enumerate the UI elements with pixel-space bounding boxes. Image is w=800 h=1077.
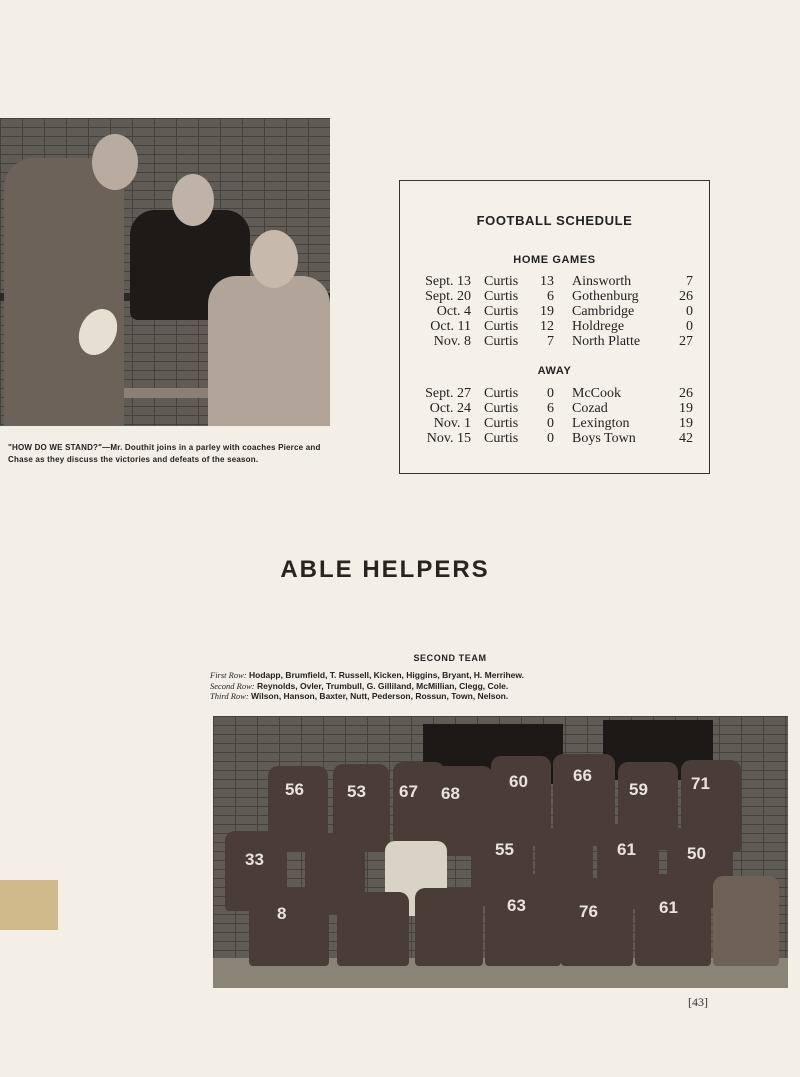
home-team: Curtis <box>484 416 519 431</box>
game-row <box>416 289 698 304</box>
game-date: Nov. 8 <box>433 334 471 349</box>
jersey-number: 68 <box>441 784 460 803</box>
football-schedule-box <box>399 180 710 474</box>
jersey-number: 61 <box>659 898 678 917</box>
jersey-number: 66 <box>573 766 592 785</box>
opponent: Cambridge <box>572 304 635 319</box>
roster-row-names: Wilson, Hanson, Baxter, Nutt, Pederson, Rossun, Town, Nelson. <box>251 691 509 701</box>
jersey-number: 8 <box>277 904 287 923</box>
curtis-score: 6 <box>547 289 554 304</box>
team-photo <box>213 716 788 988</box>
opponent-score: 19 <box>679 416 693 431</box>
opponent: North Platte <box>572 334 641 349</box>
game-row <box>416 319 698 334</box>
chase-head <box>250 230 298 288</box>
home-team: Curtis <box>484 304 519 319</box>
opponent: Cozad <box>572 401 608 416</box>
chase-figure <box>208 276 330 426</box>
home-team: Curtis <box>484 401 519 416</box>
tape-mark <box>0 880 58 930</box>
opponent-score: 42 <box>679 431 693 446</box>
game-date: Oct. 11 <box>430 319 471 334</box>
douthit-figure <box>4 158 124 426</box>
opponent-score: 0 <box>686 319 693 334</box>
home-team: Curtis <box>484 289 519 304</box>
team-title: SECOND TEAM <box>413 653 487 663</box>
curtis-score: 7 <box>547 334 554 349</box>
jersey-number: 53 <box>347 782 366 801</box>
opponent-score: 26 <box>679 289 693 304</box>
jersey-number: 33 <box>245 850 264 869</box>
opponent-score: 7 <box>686 274 693 289</box>
game-date: Sept. 13 <box>425 274 471 289</box>
game-row <box>416 386 698 401</box>
game-date: Oct. 4 <box>436 304 471 319</box>
home-games-heading: HOME GAMES <box>513 254 596 266</box>
opponent-score: 0 <box>686 304 693 319</box>
front-row-player <box>561 878 633 966</box>
schedule-title: FOOTBALL SCHEDULE <box>476 213 633 228</box>
opponent-score: 19 <box>679 401 693 416</box>
opponent: Boys Town <box>572 431 636 446</box>
roster-row <box>210 681 770 692</box>
opponent: Holdrege <box>572 319 625 334</box>
jersey-number: 50 <box>687 844 706 863</box>
curtis-score: 0 <box>547 431 554 446</box>
curtis-score: 0 <box>547 386 554 401</box>
game-date: Nov. 1 <box>433 416 471 431</box>
game-row <box>416 274 698 289</box>
roster-row-label: Third Row: <box>210 691 249 701</box>
pierce-head <box>172 174 214 226</box>
home-team: Curtis <box>484 334 519 349</box>
opponent: Lexington <box>572 416 630 431</box>
jersey-number: 71 <box>691 774 710 793</box>
game-date: Sept. 27 <box>425 386 471 401</box>
curtis-score: 13 <box>540 274 554 289</box>
jersey-number: 67 <box>399 782 418 801</box>
roster-row <box>210 691 770 702</box>
roster-row <box>210 670 770 681</box>
douthit-head <box>92 134 138 190</box>
roster-row-names: Hodapp, Brumfield, T. Russell, Kicken, Higgins, Bryant, H. Merrihew. <box>248 670 525 680</box>
photo-caption: "HOW DO WE STAND?"—Mr. Douthit joins in a parley with coaches Pierce and Chase as they discuss the victories and defeats of the season. <box>8 443 321 464</box>
game-row <box>416 431 698 446</box>
jersey-number: 76 <box>579 902 598 921</box>
front-row-player <box>337 892 409 966</box>
game-row <box>416 401 698 416</box>
opponent: Gothenburg <box>572 289 639 304</box>
home-team: Curtis <box>484 431 519 446</box>
game-date: Sept. 20 <box>425 289 471 304</box>
home-team: Curtis <box>484 386 519 401</box>
opponent: Ainsworth <box>572 274 632 289</box>
opponent-score: 26 <box>679 386 693 401</box>
away-games-list <box>416 386 698 446</box>
home-team: Curtis <box>484 319 519 334</box>
coaches-photo <box>0 118 330 426</box>
roster-row-label: Second Row: <box>210 680 255 691</box>
roster-row-label: First Row: <box>210 670 247 680</box>
opponent: McCook <box>572 386 621 401</box>
game-row <box>416 416 698 431</box>
front-row-player <box>635 874 711 966</box>
curtis-score: 6 <box>547 401 554 416</box>
jersey-number: 63 <box>507 896 526 915</box>
jersey-number: 60 <box>509 772 528 791</box>
opponent-score: 27 <box>679 334 693 349</box>
curtis-score: 19 <box>540 304 554 319</box>
game-date: Nov. 15 <box>426 431 471 446</box>
front-row-player <box>415 888 483 966</box>
curtis-score: 12 <box>540 319 554 334</box>
home-games-list <box>416 274 698 349</box>
game-date: Oct. 24 <box>429 401 471 416</box>
jersey-number: 55 <box>495 840 514 859</box>
front-row-player <box>713 876 779 966</box>
home-team: Curtis <box>484 274 519 289</box>
jersey-number: 56 <box>285 780 304 799</box>
away-games-heading: AWAY <box>537 365 572 377</box>
curtis-score: 0 <box>547 416 554 431</box>
game-row <box>416 334 698 349</box>
team-roster <box>210 670 770 702</box>
jersey-number: 59 <box>629 780 648 799</box>
jersey-number: 61 <box>617 840 636 859</box>
front-row-player <box>485 874 561 966</box>
front-row-player <box>249 888 329 966</box>
section-title: ABLE HELPERS <box>280 556 490 583</box>
game-row <box>416 304 698 319</box>
roster-row-names: Reynolds, Ovler, Trumbull, G. Gilliland, McMillian, Clegg, Cole. <box>257 680 509 691</box>
page-number: [43] <box>688 995 708 1009</box>
